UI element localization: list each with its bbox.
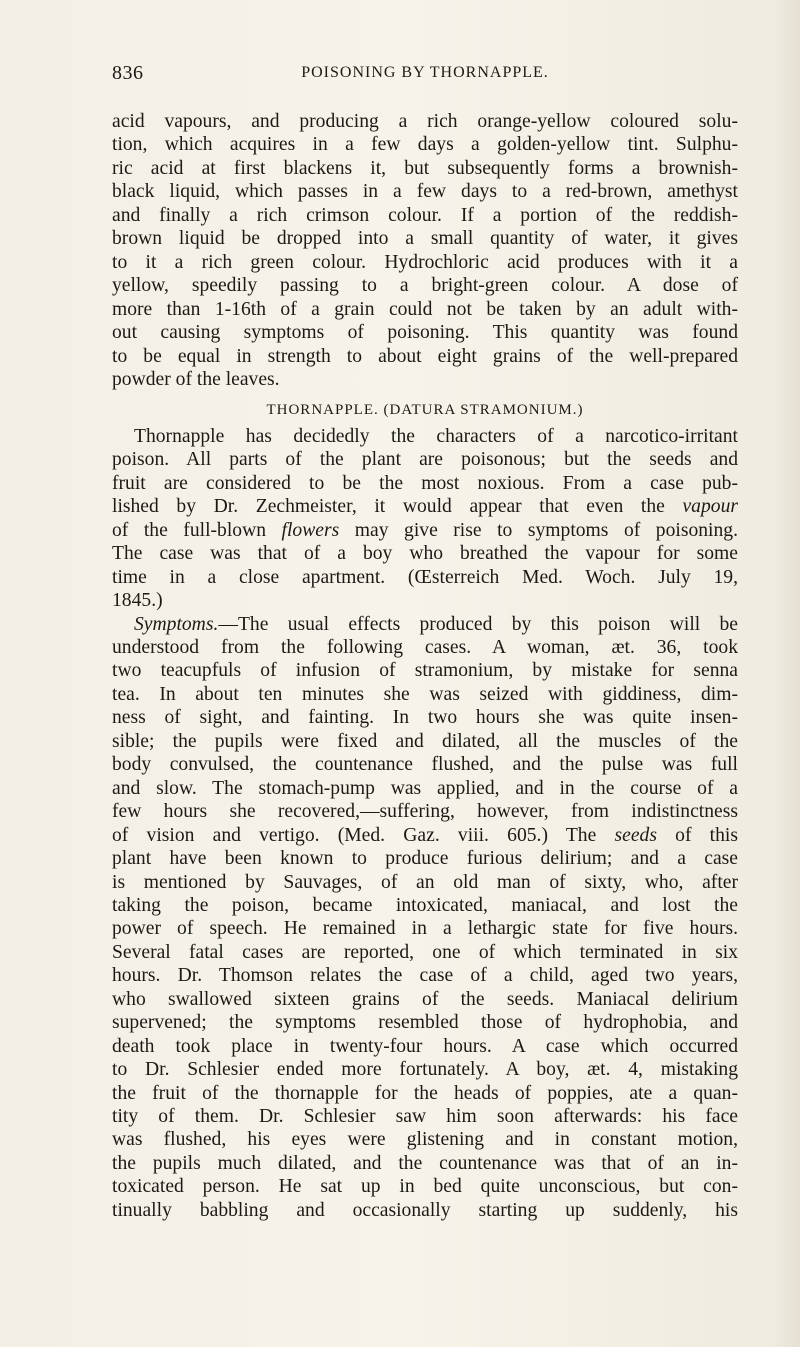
text-line: ness of sight, and fainting. In two hours she was quite insen- bbox=[112, 707, 738, 729]
text-line: more than 1-16th of a grain could not be taken by an adult with- bbox=[112, 298, 738, 320]
text-line: is mentioned by Sauvages, of an old man of sixty, who, after bbox=[112, 871, 738, 893]
text-line: yellow, speedily passing to a bright-green colour. A dose of bbox=[112, 275, 738, 297]
page-header bbox=[112, 62, 738, 88]
text-run: —The usual effects produced by this poison will be bbox=[218, 613, 738, 635]
text-line: Several fatal cases are reported, one of which terminated in six bbox=[112, 941, 738, 963]
text-line: was flushed, his eyes were glistening and in constant motion, bbox=[112, 1129, 738, 1151]
body-text bbox=[112, 110, 738, 1222]
text-line bbox=[112, 495, 738, 518]
text-line: who swallowed sixteen grains of the seeds. Maniacal delirium bbox=[112, 988, 738, 1010]
italic-term: vapour bbox=[682, 496, 738, 518]
text-run: may give rise to symptoms of poisoning. bbox=[339, 519, 738, 541]
text-line: to Dr. Schlesier ended more fortunately. A boy, æt. 4, mistaking bbox=[112, 1059, 738, 1081]
text-line: acid vapours, and producing a rich orange-yellow coloured solu- bbox=[112, 111, 738, 132]
section-heading: THORNAPPLE. (DATURA STRAMONIUM.) bbox=[266, 402, 584, 419]
text-line: and slow. The stomach-pump was applied, and in the course of a bbox=[112, 777, 738, 799]
text-line: to be equal in strength to about eight grains of the well-prepared bbox=[112, 345, 738, 367]
running-head: POISONING BY THORNAPPLE. bbox=[301, 64, 549, 81]
text-line: power of speech. He remained in a lethargic state for five hours. bbox=[112, 918, 738, 940]
text-line: the fruit of the thornapple for the heads of poppies, ate a quan- bbox=[112, 1082, 738, 1104]
italic-term: seeds bbox=[614, 824, 657, 846]
text-run: of this bbox=[656, 824, 738, 846]
text-line: tinually babbling and occasionally starting up suddenly, his bbox=[112, 1199, 738, 1221]
text-line: Thornapple has decidedly the characters of a narcotico-irritant bbox=[134, 425, 738, 447]
text-run: lished by Dr. Zechmeister, it would appear that even the bbox=[112, 496, 683, 518]
italic-term: Symptoms. bbox=[134, 613, 219, 635]
text-line: supervened; the symptoms resembled those of hydrophobia, and bbox=[112, 1012, 738, 1034]
text-line: hours. Dr. Thomson relates the case of a child, aged two years, bbox=[112, 965, 738, 987]
text-line bbox=[112, 519, 738, 542]
text-line: brown liquid be dropped into a small quantity of water, it gives bbox=[112, 228, 738, 250]
text-line: time in a close apartment. (Œsterreich Med. Woch. July 19, bbox=[112, 566, 738, 588]
text-line bbox=[112, 824, 738, 847]
page-number: 836 bbox=[112, 62, 144, 84]
text-line: sible; the pupils were fixed and dilated, all the muscles of the bbox=[112, 730, 738, 752]
text-line: tity of them. Dr. Schlesier saw him soon afterwards: his face bbox=[112, 1106, 738, 1128]
text-line: 1845.) bbox=[112, 590, 163, 612]
text-line: and finally a rich crimson colour. If a portion of the reddish- bbox=[112, 204, 738, 226]
text-line: the pupils much dilated, and the countenance was that of an in- bbox=[112, 1152, 738, 1174]
text-line: to it a rich green colour. Hydrochloric acid produces with it a bbox=[112, 251, 738, 273]
text-line: toxicated person. He sat up in bed quite unconscious, but con- bbox=[112, 1176, 738, 1198]
text-line: plant have been known to produce furious delirium; and a case bbox=[112, 848, 738, 870]
text-line: two teacupfuls of infusion of stramonium, by mistake for senna bbox=[112, 660, 738, 682]
text-line: The case was that of a boy who breathed the vapour for some bbox=[112, 543, 738, 565]
text-line: death took place in twenty-four hours. A case which occurred bbox=[112, 1035, 738, 1057]
text-line: body convulsed, the countenance flushed, and the pulse was full bbox=[112, 754, 738, 776]
text-line: poison. All parts of the plant are poisonous; but the seeds and bbox=[112, 449, 738, 471]
text-line: tea. In about ten minutes she was seized with giddiness, dim- bbox=[112, 683, 738, 705]
italic-term: flowers bbox=[281, 519, 340, 541]
text-line: tion, which acquires in a few days a golden-yellow tint. Sulphu- bbox=[112, 134, 738, 156]
text-run: of vision and vertigo. (Med. Gaz. viii. 605.) The bbox=[112, 824, 615, 846]
text-line: black liquid, which passes in a few days to a red-brown, amethyst bbox=[112, 181, 738, 203]
text-run: of the full-blown bbox=[112, 519, 282, 541]
text-line: taking the poison, became intoxicated, maniacal, and lost the bbox=[112, 894, 738, 916]
text-line: out causing symptoms of poisoning. This quantity was found bbox=[112, 322, 738, 344]
text-line: fruit are considered to be the most noxious. From a case pub- bbox=[112, 472, 738, 494]
text-line: powder of the leaves. bbox=[112, 368, 280, 390]
text-line: ric acid at first blackens it, but subsequently forms a brownish- bbox=[112, 157, 738, 179]
text-line bbox=[112, 613, 738, 636]
text-line: few hours she recovered,—suffering, however, from indistinctness bbox=[112, 801, 738, 823]
text-line: understood from the following cases. A woman, æt. 36, took bbox=[112, 636, 738, 658]
